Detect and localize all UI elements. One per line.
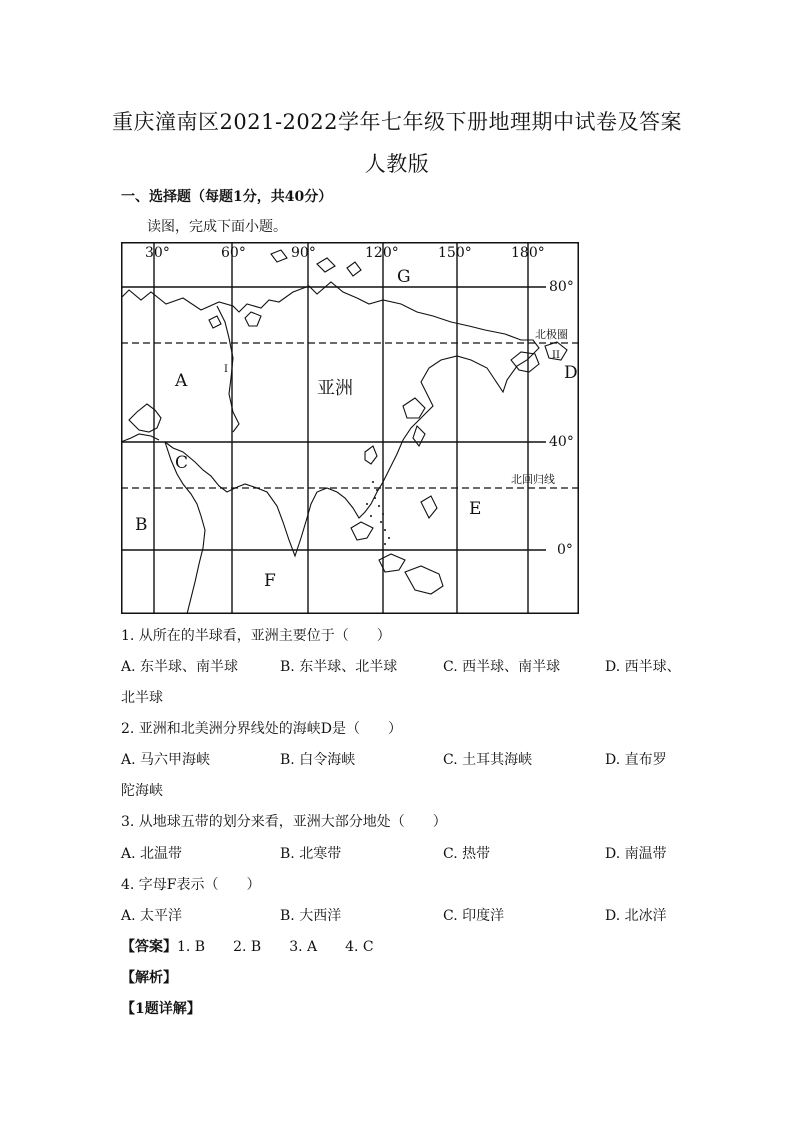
page-title-line1: 重庆潼南区2021-2022学年七年级下册地理期中试卷及答案: [112, 110, 682, 134]
roman-label-i: I: [224, 364, 228, 375]
lat-label-40: 40°: [549, 434, 574, 450]
lon-label-60: 60°: [221, 245, 246, 261]
q1-option-d: D. 西半球、: [605, 659, 681, 675]
map-letter-d: D: [564, 363, 578, 383]
q1-option-d-wrap: 北半球: [121, 690, 163, 706]
map-letter-c: C: [175, 453, 189, 473]
page-title-line2: 人教版: [364, 152, 430, 176]
q1-option-a: A. 东半球、南半球: [121, 659, 239, 675]
lon-label-150: 150°: [438, 245, 472, 261]
dashed-lines: [121, 343, 579, 488]
map-letter-e: E: [469, 499, 482, 519]
lon-label-90: 90°: [291, 245, 316, 261]
asia-map: [121, 242, 579, 614]
q4-option-c: C. 印度洋: [443, 908, 505, 924]
question-2-stem: 2. 亚洲和北美洲分界线处的海峡D是（ ）: [121, 721, 403, 737]
q4-option-b: B. 大西洋: [280, 908, 342, 924]
answer-label: 【答案】: [121, 939, 177, 955]
q4-option-d: D. 北冰洋: [605, 908, 667, 924]
question-1-stem: 1. 从所在的半球看，亚洲主要位于（ ）: [121, 628, 391, 644]
section-heading: 一、选择题（每题1分，共40分）: [121, 189, 333, 205]
lon-label-30: 30°: [145, 245, 170, 261]
map-letter-g: G: [397, 267, 411, 287]
instruction-text: 读图，完成下面小题。: [147, 219, 287, 235]
map-frame: [122, 243, 579, 614]
q4-option-a: A. 太平洋: [121, 908, 183, 924]
q1-option-b: B. 东半球、北半球: [280, 659, 398, 675]
coastlines: [121, 250, 567, 614]
lon-label-180: 180°: [511, 245, 545, 261]
q2-option-c: C. 土耳其海峡: [443, 752, 533, 768]
q3-option-d: D. 南温带: [605, 846, 667, 862]
q2-option-d-wrap: 陀海峡: [121, 783, 163, 799]
tropic-cancer-label: 北回归线: [511, 473, 555, 486]
lat-label-0: 0°: [557, 542, 573, 558]
arctic-circle-label: 北极圈: [535, 328, 568, 341]
lon-label-120: 120°: [365, 245, 399, 261]
parallels: [121, 287, 546, 550]
map-letter-f: F: [264, 571, 276, 591]
q1-option-c: C. 西半球、南半球: [443, 659, 561, 675]
meridians: [154, 242, 528, 614]
q2-option-a: A. 马六甲海峡: [121, 752, 211, 768]
q2-option-d: D. 直布罗: [605, 752, 667, 768]
q3-option-b: B. 北寒带: [280, 846, 342, 862]
continent-label-asia: 亚洲: [317, 378, 353, 399]
q3-option-a: A. 北温带: [121, 846, 183, 862]
q2-option-b: B. 白令海峡: [280, 752, 356, 768]
q3-option-c: C. 热带: [443, 846, 491, 862]
analysis-detail-heading: 【1题详解】: [121, 1001, 201, 1017]
roman-label-ii: II: [552, 350, 560, 361]
map-letter-b: B: [135, 515, 148, 535]
answer-line: [121, 936, 374, 956]
question-3-stem: 3. 从地球五带的划分来看，亚洲大部分地处（ ）: [121, 814, 447, 830]
answer-values: 1. B 2. B 3. A 4. C: [177, 939, 374, 955]
question-4-stem: 4. 字母F表示（ ）: [121, 877, 261, 893]
lat-label-80: 80°: [549, 279, 574, 295]
map-letter-a: A: [175, 371, 188, 391]
analysis-label: 【解析】: [121, 970, 177, 986]
